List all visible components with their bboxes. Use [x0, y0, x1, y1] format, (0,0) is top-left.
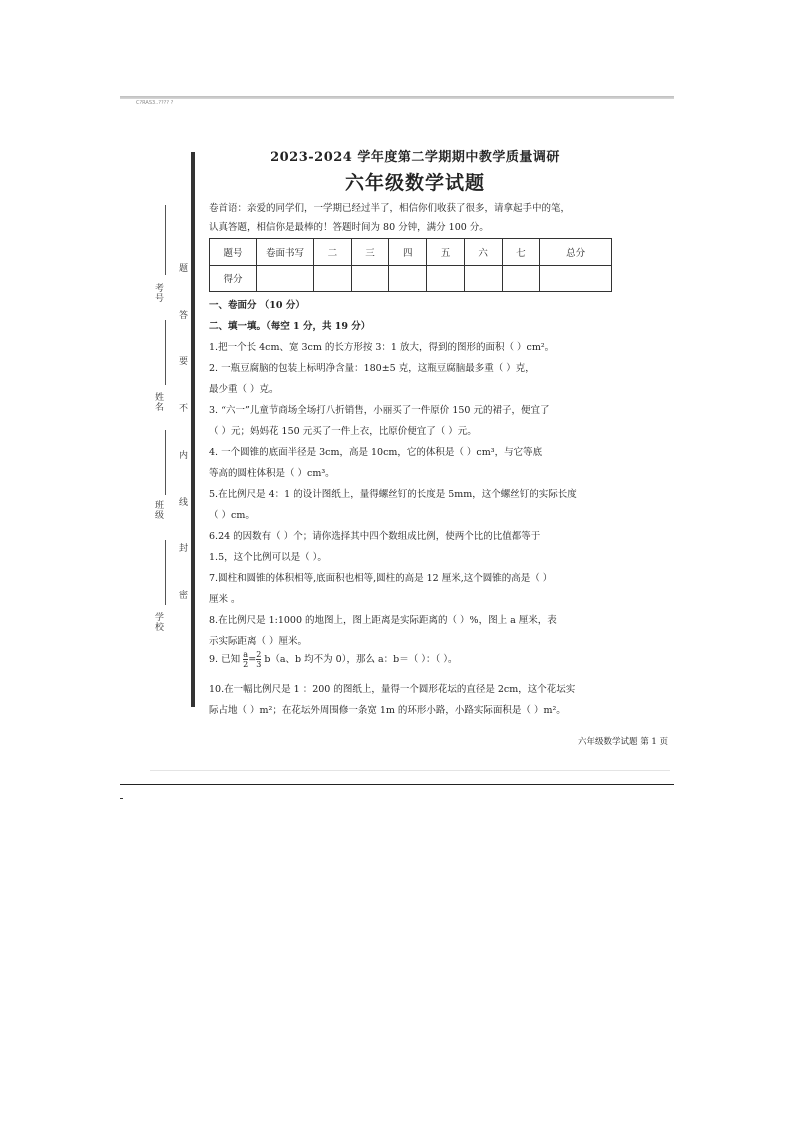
score-table-header-cell: 六 [464, 239, 502, 266]
binding-line-exam-no [165, 205, 166, 275]
score-cell[interactable] [502, 265, 540, 292]
score-cell[interactable] [389, 265, 427, 292]
question-7-line-2: 厘米 。 [209, 594, 241, 605]
equals-sign: = [248, 654, 257, 665]
score-cell[interactable] [314, 265, 352, 292]
bottom-rule [120, 784, 674, 785]
question-8-line-1: 8.在比例尺是 1:1000 的地图上，图上距离是实际距离的（ ）%，图上 a 厘米，表 [209, 615, 557, 626]
question-1: 1.把一个长 4cm、宽 3cm 的长方形按 3：1 放大，得到的图形的面积（ ）cm²。 [209, 342, 555, 353]
question-6-line-1: 6.24 的因数有（ ）个；请你选择其中四个数组成比例，使两个比的比值都等于 [209, 531, 541, 542]
fraction-numerator: 2 [256, 650, 262, 659]
intro-line-2: 认真答题，相信你是最棒的！答题时间为 80 分钟，满分 100 分。 [209, 222, 489, 233]
score-table-header-cell: 五 [427, 239, 465, 266]
question-6-line-2: 1.5，这个比例可以是（ ）。 [209, 552, 327, 563]
exam-subtitle: 2023-2024 学年度第二学期期中教学质量调研 [270, 150, 560, 165]
binding-line-school [165, 540, 166, 605]
faint-rule [150, 770, 670, 771]
binding-line-class [165, 430, 166, 495]
page-footer: 六年级数学试题 第 1 页 [578, 737, 669, 747]
fraction-denominator: 2 [243, 660, 249, 669]
score-row-label: 得分 [210, 265, 257, 292]
score-cell[interactable] [351, 265, 389, 292]
question-10-line-2: 际占地（ ）m²；在花坛外周围修一条宽 1m 的环形小路，小路实际面积是（ ）m²。 [209, 705, 566, 716]
question-2-line-2: 最少重（ ）克。 [209, 384, 279, 395]
binding-label-class: 班级 [153, 500, 163, 520]
score-cell[interactable] [427, 265, 465, 292]
binding-line-name [165, 320, 166, 385]
question-8-line-2: 示实际距离（ ）厘米。 [209, 636, 308, 647]
exam-title: 六年级数学试题 [344, 172, 485, 194]
question-4-line-1: 4. 一个圆锥的底面半径是 3cm，高是 10cm，它的体积是（ ）cm³，与它等底 [209, 447, 543, 458]
question-4-line-2: 等高的圆柱体积是（ ）cm³。 [209, 468, 335, 479]
seal-char: 答 [177, 310, 187, 319]
seal-char: 线 [177, 497, 187, 506]
question-10-line-1: 10.在一幅比例尺是 1 ：200 的图纸上，量得一个圆形花坛的直径是 2cm，这个花坛实 [209, 684, 576, 695]
seal-char: 不 [177, 403, 187, 412]
binding-label-exam-no: 考号 [153, 283, 163, 303]
top-rule [120, 96, 674, 99]
score-table-header-cell: 二 [314, 239, 352, 266]
score-table-header-cell: 题号 [210, 239, 257, 266]
question-9 [209, 650, 614, 669]
score-cell[interactable] [257, 265, 314, 292]
score-table-header-cell: 三 [351, 239, 389, 266]
question-2-line-1: 2. 一瓶豆腐脑的包装上标明净含量：180±5 克，这瓶豆腐脑最多重（ ）克， [209, 363, 535, 374]
scan-mark: C?RAS3..???? ? [136, 100, 174, 106]
question-7-line-1: 7.圆柱和圆锥的体积相等,底面积也相等,圆柱的高是 12 厘米,这个圆锥的高是（ ） [209, 573, 553, 584]
binding-label-school: 学校 [153, 612, 163, 632]
fraction-numerator: a [243, 650, 249, 659]
question-3-line-2: （ ）元；妈妈花 150 元买了一件上衣，比原价便宜了（ ）元。 [209, 426, 477, 437]
fraction-denominator: 3 [256, 660, 262, 669]
seal-char: 要 [177, 356, 187, 365]
question-5-line-1: 5.在比例尺是 4：1 的设计图纸上，量得螺丝钉的长度是 5mm，这个螺丝钉的实际长度 [209, 489, 577, 500]
question-3-line-1: 3. “六一”儿童节商场全场打八折销售，小丽买了一件原价 150 元的裙子，便宜了 [209, 405, 550, 416]
binding-bar [191, 152, 195, 707]
seal-char: 密 [177, 590, 187, 599]
seal-char: 封 [177, 543, 187, 552]
score-table-header-row [210, 239, 612, 266]
question-9-suffix: b（a、b 均不为 0），那么 a：b＝（ ）：（ ）。 [264, 654, 458, 665]
score-table [209, 238, 612, 292]
section-1-heading: 一、卷面分 （10 分） [209, 300, 305, 311]
score-table-header-cell: 四 [389, 239, 427, 266]
fraction-2-over-3 [256, 650, 261, 669]
score-table-header-cell: 卷面书写 [257, 239, 314, 266]
seal-char: 题 [177, 263, 187, 272]
score-cell[interactable] [464, 265, 502, 292]
seal-char: 内 [177, 450, 187, 459]
section-2-heading: 二、填一填。（每空 1 分，共 19 分） [209, 321, 371, 332]
score-table-score-row [210, 265, 612, 292]
score-table-header-cell: 总分 [540, 239, 612, 266]
intro-line-1: 卷首语：亲爱的同学们，一学期已经过半了，相信你们收获了很多，请拿起手中的笔， [209, 203, 571, 214]
binding-label-name: 姓名 [153, 392, 163, 412]
score-cell[interactable] [540, 265, 612, 292]
question-9-prefix: 9. 已知 [209, 654, 241, 665]
dot-mark [120, 798, 123, 799]
score-table-header-cell: 七 [502, 239, 540, 266]
question-5-line-2: （ ）cm。 [209, 510, 255, 521]
